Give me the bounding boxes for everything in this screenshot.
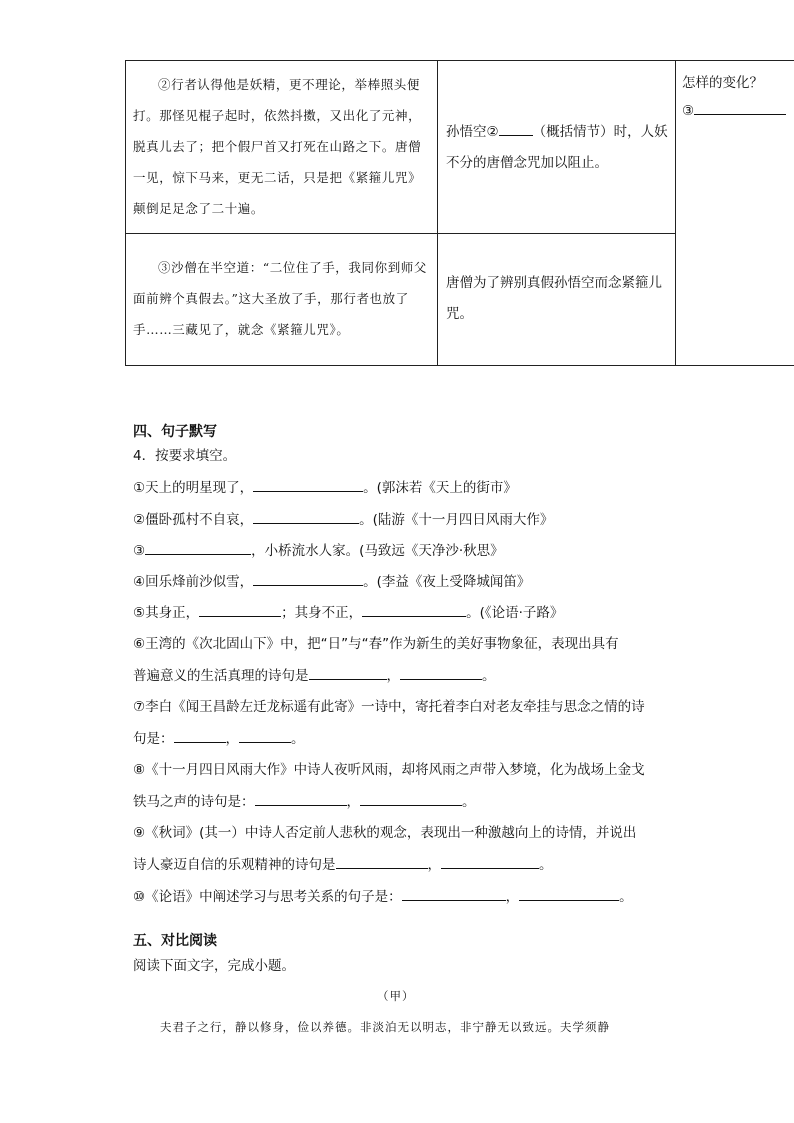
question-10 xyxy=(133,886,633,907)
q6-comma: ， xyxy=(386,668,400,684)
table-right-question xyxy=(682,70,792,124)
q8-blank-2[interactable] xyxy=(360,791,462,806)
table-row1-summary xyxy=(446,117,668,179)
q7-blank-1[interactable] xyxy=(174,728,226,743)
q4-source: 。(李益《夜上受降城闻笛》 xyxy=(363,574,531,590)
q7-prompt: 句是： xyxy=(133,731,174,747)
q1-prompt: ①天上的明星现了， xyxy=(133,480,254,496)
passage-text: 夫君子之行，静以修身，俭以养德。非淡泊无以明志，非宁静无以致远。夫学须静 xyxy=(160,1020,610,1034)
right-answer-line xyxy=(682,98,792,124)
question-9-line2 xyxy=(133,854,553,875)
q3-prompt: ③ xyxy=(133,543,146,559)
q6-blank-2[interactable] xyxy=(400,665,482,680)
section5-instruction: 阅读下面文字，完成小题。 xyxy=(133,958,295,974)
row1-summary-suffix: （概括情节）时，人妖不分的唐僧念咒加以阻止。 xyxy=(446,124,668,171)
q5-middle: ；其身不正， xyxy=(281,605,363,621)
q6-blank-1[interactable] xyxy=(309,665,387,680)
q1-blank[interactable] xyxy=(253,477,363,492)
q1-source: 。(郭沫若《天上的街市》 xyxy=(363,480,517,496)
row1-summary-prefix: 孙悟空② xyxy=(446,124,499,140)
q9-blank-2[interactable] xyxy=(441,854,539,869)
q5-blank-1[interactable] xyxy=(199,602,281,617)
table-line-bottom xyxy=(125,365,794,366)
table-line-top-right xyxy=(675,60,794,61)
row1-answer-blank[interactable] xyxy=(499,121,533,136)
question-7-line2 xyxy=(133,728,305,749)
table-line-col3 xyxy=(675,60,676,366)
q2-blank[interactable] xyxy=(253,509,359,524)
section4-heading: 四、句子默写 xyxy=(133,424,217,440)
table-row2-original-text: ③沙僧在半空道：“二位住了手，我同你到师父面前辨个真假去。”这大圣放了手，那行者也放了手……三藏见了，就念《紧箍儿咒》。 xyxy=(133,260,427,337)
section5-heading: 五、对比阅读 xyxy=(133,933,217,949)
q5-prompt: ⑤其身正， xyxy=(133,605,200,621)
q2-source: 。(陆游《十一月四日风雨大作》 xyxy=(359,512,554,528)
q6-prompt: 普遍意义的生活真理的诗句是 xyxy=(133,668,309,684)
question-8-line1: ⑧《十一月四日风雨大作》中诗人夜听风雨，却将风雨之声带入梦境，化为战场上金戈 xyxy=(133,762,645,778)
passage-title: （甲） xyxy=(377,989,415,1003)
q2-prompt: ②僵卧孤村不自哀， xyxy=(133,512,254,528)
question-2 xyxy=(133,509,553,530)
table-row2-summary: 唐僧为了辨别真假孙悟空而念紧箍儿咒。 xyxy=(446,275,662,322)
q10-prompt: ⑩《论语》中阐述学习与思考关系的句子是： xyxy=(133,889,402,905)
q6-period: 。 xyxy=(482,668,496,684)
table-line-top xyxy=(125,60,675,61)
q8-blank-1[interactable] xyxy=(255,791,347,806)
q8-period: 。 xyxy=(462,794,476,810)
question-6-line2 xyxy=(133,665,496,686)
q10-blank-2[interactable] xyxy=(519,886,619,901)
q10-period: 。 xyxy=(619,889,633,905)
q7-comma: ， xyxy=(225,731,239,747)
right-answer-label: ③ xyxy=(682,103,695,119)
question-4 xyxy=(133,571,530,592)
q10-comma: ， xyxy=(505,889,520,905)
q3-source: ，小桥流水人家。(马致远《天净沙·秋思》 xyxy=(251,543,504,559)
q5-blank-2[interactable] xyxy=(362,602,466,617)
question-6-line1: ⑥王湾的《次北固山下》中，把“日”与“春”作为新生的美好事物象征，表现出具有 xyxy=(133,636,619,652)
q9-prompt: 诗人豪迈自信的乐观精神的诗句是 xyxy=(133,857,336,873)
question-9-line1: ⑨《秋词》(其一）中诗人否定前人悲秋的观念，表现出一种激越向上的诗情，并说出 xyxy=(133,825,637,841)
table-line-middle xyxy=(125,233,675,234)
question-3 xyxy=(133,540,504,561)
q4-prompt: ④回乐烽前沙似雪， xyxy=(133,574,254,590)
q8-comma: ， xyxy=(346,794,360,810)
q9-blank-1[interactable] xyxy=(336,854,428,869)
table-line-left xyxy=(125,60,126,366)
table-line-col2 xyxy=(437,60,438,366)
q7-blank-2[interactable] xyxy=(239,728,291,743)
q7-period: 。 xyxy=(291,731,305,747)
right-answer-blank[interactable] xyxy=(694,100,786,115)
q10-blank-1[interactable] xyxy=(402,886,506,901)
q9-period: 。 xyxy=(539,857,553,873)
question-1 xyxy=(133,477,517,498)
question-5 xyxy=(133,602,563,623)
q5-source: 。(《论语·子路》 xyxy=(466,605,564,621)
q8-prompt: 铁马之声的诗句是： xyxy=(133,794,255,810)
q4-blank[interactable] xyxy=(253,571,363,586)
q9-comma: ， xyxy=(427,857,441,873)
q3-blank[interactable] xyxy=(145,540,251,555)
question-7-line1: ⑦李白《闻王昌龄左迁龙标遥有此寄》一诗中，寄托着李白对老友牵挂与思念之情的诗 xyxy=(133,699,645,715)
section4-instruction: 4．按要求填空。 xyxy=(133,448,237,464)
question-8-line2 xyxy=(133,791,476,812)
right-question-text: 怎样的变化？ xyxy=(682,75,763,91)
table-row1-original-text: ②行者认得他是妖精，更不理论，举棒照头便打。那怪见棍子起时，依然抖擞，又出化了元神，脱真儿去了；把个假尸首又打死在山路之下。唐僧一见，惊下马来，更无二话，只是把《紧箍儿咒》颠倒足足念了二十遍。 xyxy=(133,77,422,216)
